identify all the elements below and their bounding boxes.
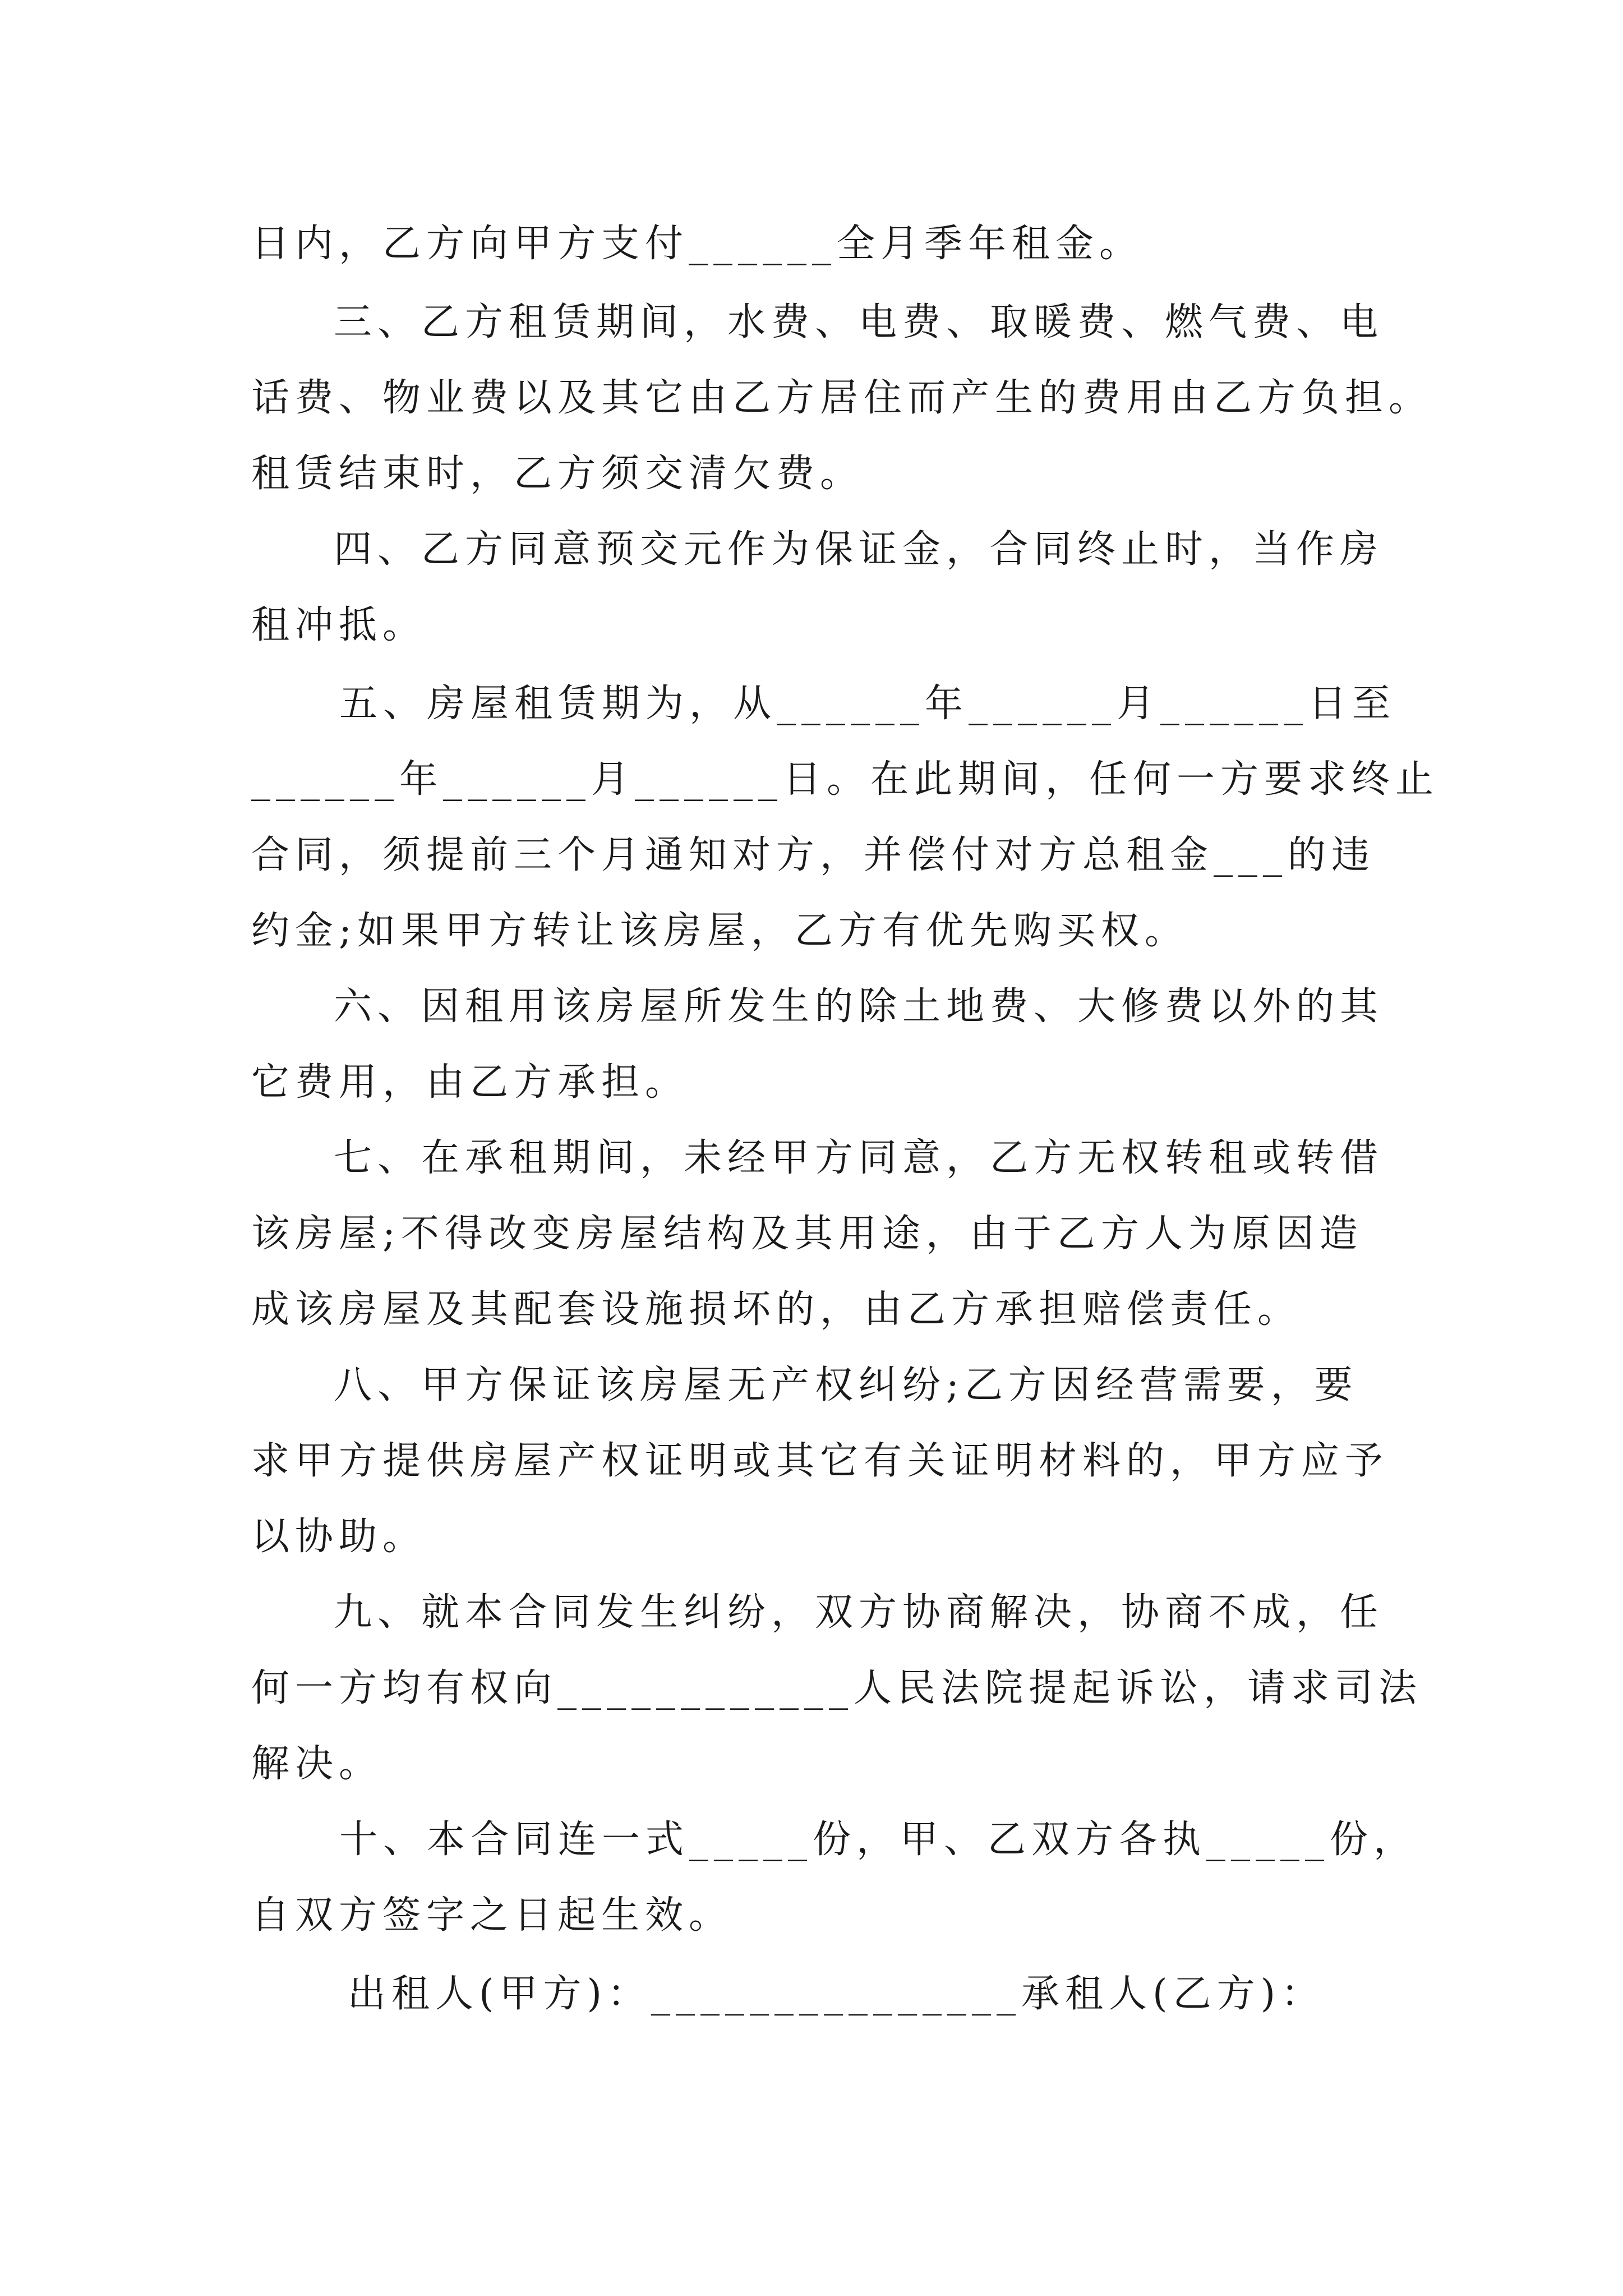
text-line: 十、本合同连一式_____份，甲、乙双方各执_____份，: [339, 1818, 1418, 1862]
text-line: 日内，乙方向甲方支付______全月季年租金。: [251, 222, 1144, 266]
signature-line: 出租人(甲方)：_______________承租人(乙方)：: [348, 1972, 1325, 2016]
text-line: ______年______月______日。在此期间，任何一方要求终止: [251, 757, 1440, 802]
text-line: 以协助。: [251, 1515, 427, 1559]
text-line: 六、因租用该房屋所发生的除土地费、大修费以外的其: [334, 984, 1384, 1029]
text-line: 五、房屋租赁期为，从______年______月______日至: [339, 682, 1396, 726]
text-line: 何一方均有权向____________人民法院提起诉讼，请求司法: [251, 1666, 1423, 1710]
text-line: 合同，须提前三个月通知对方，并偿付对方总租金___的违: [251, 833, 1376, 877]
text-line: 租冲抵。: [251, 603, 427, 647]
text-line: 三、乙方租赁期间，水费、电费、取暖费、燃气费、电: [334, 300, 1384, 344]
text-line: 求甲方提供房屋产权证明或其它有关证明材料的，甲方应予: [251, 1439, 1389, 1483]
text-line: 八、甲方保证该房屋无产权纠纷;乙方因经营需要，要: [334, 1363, 1358, 1407]
text-line: 四、乙方同意预交元作为保证金，合同终止时，当作房: [334, 527, 1384, 572]
text-line: 解决。: [251, 1742, 383, 1786]
text-line: 它费用，由乙方承担。: [251, 1060, 689, 1105]
text-line: 七、在承租期间，未经甲方同意，乙方无权转租或转借: [334, 1136, 1384, 1180]
text-line: 该房屋;不得改变房屋结构及其用途，由于乙方人为原因造: [251, 1212, 1363, 1256]
text-line: 自双方签字之日起生效。: [251, 1893, 733, 1938]
text-line: 九、就本合同发生纠纷，双方协商解决，协商不成，任: [334, 1590, 1384, 1635]
text-line: 租赁结束时，乙方须交清欠费。: [251, 452, 864, 496]
text-line: 约金;如果甲方转让该房屋，乙方有优先购买权。: [251, 909, 1188, 953]
text-line: 话费、物业费以及其它由乙方居住而产生的费用由乙方负担。: [251, 376, 1433, 420]
text-line: 成该房屋及其配套设施损坏的，由乙方承担赔偿责任。: [251, 1287, 1302, 1332]
